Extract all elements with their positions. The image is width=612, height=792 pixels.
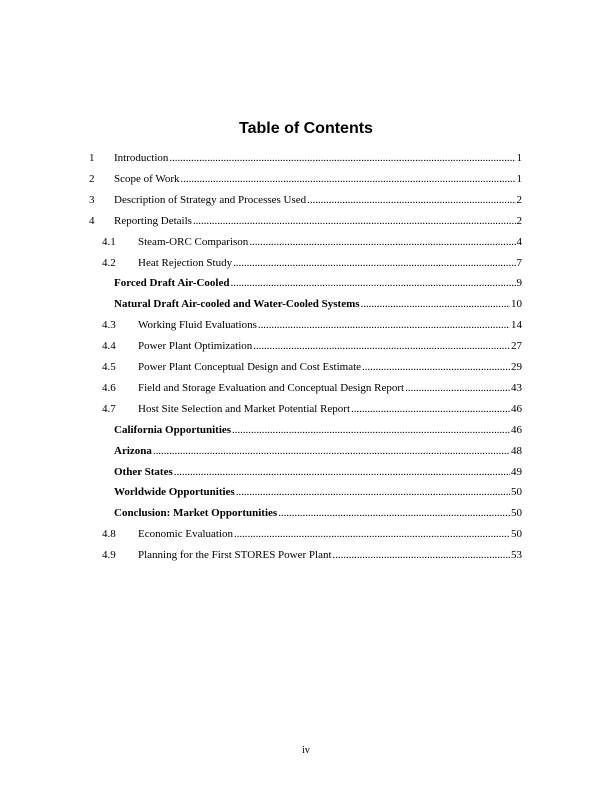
toc-entry-title[interactable]: Field and Storage Evaluation and Conceptual Design Report <box>138 382 405 394</box>
toc-entry-page: 53 <box>511 549 522 561</box>
dot-leader <box>236 484 510 500</box>
toc-entry-number: 4.1 <box>102 236 116 248</box>
toc-entry-page: 27 <box>511 340 522 352</box>
toc-entry-number: 4.8 <box>102 528 116 540</box>
toc-entry-line <box>114 422 522 438</box>
toc-entry-page: 2 <box>516 194 522 206</box>
toc-entry[interactable] <box>0 150 612 166</box>
toc-entry-line <box>138 234 522 250</box>
toc-entry-line <box>114 192 522 208</box>
toc-entry-page: 1 <box>516 173 522 185</box>
toc-entry-number: 3 <box>89 194 95 206</box>
dot-leader <box>278 505 510 521</box>
toc-entry-page: 29 <box>511 361 522 373</box>
toc-entry[interactable] <box>0 192 612 208</box>
toc-entry[interactable] <box>0 234 612 250</box>
dot-leader <box>181 171 516 187</box>
toc-entry-title[interactable]: Reporting Details <box>114 215 192 227</box>
toc-entry-title[interactable]: Planning for the First STORES Power Plant <box>138 549 332 561</box>
toc-entry-title[interactable]: Steam-ORC Comparison <box>138 236 249 248</box>
dot-leader <box>232 422 510 438</box>
toc-entry-page: 50 <box>511 528 522 540</box>
toc-entry[interactable] <box>0 275 612 291</box>
toc-entry-title[interactable]: Conclusion: Market Opportunities <box>114 507 278 519</box>
page-title: Table of Contents <box>239 120 373 137</box>
toc-entry-line <box>138 526 522 542</box>
toc-entry-page: 49 <box>511 466 522 478</box>
toc-entry-line <box>138 359 522 375</box>
toc-entry-number: 4.9 <box>102 549 116 561</box>
toc-entry-number: 4.6 <box>102 382 116 394</box>
dot-leader <box>333 547 510 563</box>
toc-entry-number: 2 <box>89 173 95 185</box>
toc-entry-line <box>138 255 522 271</box>
toc-entry-page: 7 <box>516 257 522 269</box>
toc-entry[interactable] <box>0 213 612 229</box>
toc-entry-line <box>138 380 522 396</box>
dot-leader <box>307 192 515 208</box>
toc-entry-page: 1 <box>516 152 522 164</box>
toc-entry-title[interactable]: Scope of Work <box>114 173 180 185</box>
dot-leader <box>361 296 510 312</box>
dot-leader <box>234 526 510 542</box>
toc-entry-page: 9 <box>516 277 522 289</box>
toc-entry-page: 46 <box>511 403 522 415</box>
dot-leader <box>253 338 510 354</box>
toc-entry-line <box>114 464 522 480</box>
toc-entry-title[interactable]: Introduction <box>114 152 169 164</box>
dot-leader <box>351 401 510 417</box>
toc-entry-number: 4.2 <box>102 257 116 269</box>
toc-entry-number: 4.3 <box>102 319 116 331</box>
toc-entry-number: 4.7 <box>102 403 116 415</box>
toc-entry[interactable] <box>0 464 612 480</box>
dot-leader <box>249 234 515 250</box>
toc-entry-title[interactable]: Natural Draft Air-cooled and Water-Cooled Systems <box>114 298 360 310</box>
toc-entry-title[interactable]: Arizona <box>114 445 152 457</box>
toc-entry[interactable] <box>0 255 612 271</box>
toc-entry-title[interactable]: California Opportunities <box>114 424 232 436</box>
toc-entry-title[interactable]: Other States <box>114 466 173 478</box>
dot-leader <box>258 317 510 333</box>
toc-entry-line <box>138 401 522 417</box>
toc-entry-line <box>114 150 522 166</box>
toc-entry-page: 4 <box>516 236 522 248</box>
toc-entry[interactable] <box>0 380 612 396</box>
toc-entry-line <box>138 317 522 333</box>
toc-entry[interactable] <box>0 296 612 312</box>
toc-entry-title[interactable]: Power Plant Optimization <box>138 340 253 352</box>
toc-entry[interactable] <box>0 505 612 521</box>
dot-leader <box>174 464 510 480</box>
toc-entry-page: 50 <box>511 507 522 519</box>
toc-entry[interactable] <box>0 359 612 375</box>
toc-entry-title[interactable]: Description of Strategy and Processes Used <box>114 194 307 206</box>
dot-leader <box>169 150 515 166</box>
toc-entry[interactable] <box>0 443 612 459</box>
toc-entry-page: 46 <box>511 424 522 436</box>
toc-entry-title[interactable]: Host Site Selection and Market Potential Report <box>138 403 351 415</box>
page-number: iv <box>302 745 310 756</box>
dot-leader <box>362 359 510 375</box>
toc-entry-page: 14 <box>511 319 522 331</box>
toc-entry-line <box>114 505 522 521</box>
toc-entry-line <box>114 171 522 187</box>
toc-entry-line <box>138 547 522 563</box>
toc-entry[interactable] <box>0 401 612 417</box>
toc-entry[interactable] <box>0 484 612 500</box>
toc-entry-line <box>114 443 522 459</box>
toc-entry-line <box>114 275 522 291</box>
toc-entry-title[interactable]: Working Fluid Evaluations <box>138 319 257 331</box>
toc-entry-page: 43 <box>511 382 522 394</box>
toc-entry-title[interactable]: Economic Evaluation <box>138 528 233 540</box>
toc-entry-page: 50 <box>511 486 522 498</box>
toc-entry-title[interactable]: Worldwide Opportunities <box>114 486 235 498</box>
dot-leader <box>405 380 510 396</box>
toc-entry-page: 2 <box>516 215 522 227</box>
toc-entry-number: 1 <box>89 152 95 164</box>
dot-leader <box>230 275 515 291</box>
toc-entry-line <box>138 338 522 354</box>
toc-entry[interactable] <box>0 338 612 354</box>
toc-entry-page: 10 <box>511 298 522 310</box>
dot-leader <box>153 443 510 459</box>
toc-entry[interactable] <box>0 171 612 187</box>
toc-entry-line <box>114 484 522 500</box>
toc-entry-line <box>114 213 522 229</box>
dot-leader <box>193 213 516 229</box>
toc-entry-number: 4 <box>89 215 95 227</box>
toc-entry-line <box>114 296 522 312</box>
toc-entry-title[interactable]: Forced Draft Air-Cooled <box>114 277 230 289</box>
dot-leader <box>233 255 515 271</box>
toc-entry[interactable] <box>0 526 612 542</box>
toc-entry[interactable] <box>0 422 612 438</box>
toc-entry[interactable] <box>0 547 612 563</box>
toc-entry-number: 4.5 <box>102 361 116 373</box>
toc-entry[interactable] <box>0 317 612 333</box>
toc-entry-title[interactable]: Power Plant Conceptual Design and Cost Estimate <box>138 361 362 373</box>
toc-entry-number: 4.4 <box>102 340 116 352</box>
toc-entry-title[interactable]: Heat Rejection Study <box>138 257 233 269</box>
toc-entry-page: 48 <box>511 445 522 457</box>
